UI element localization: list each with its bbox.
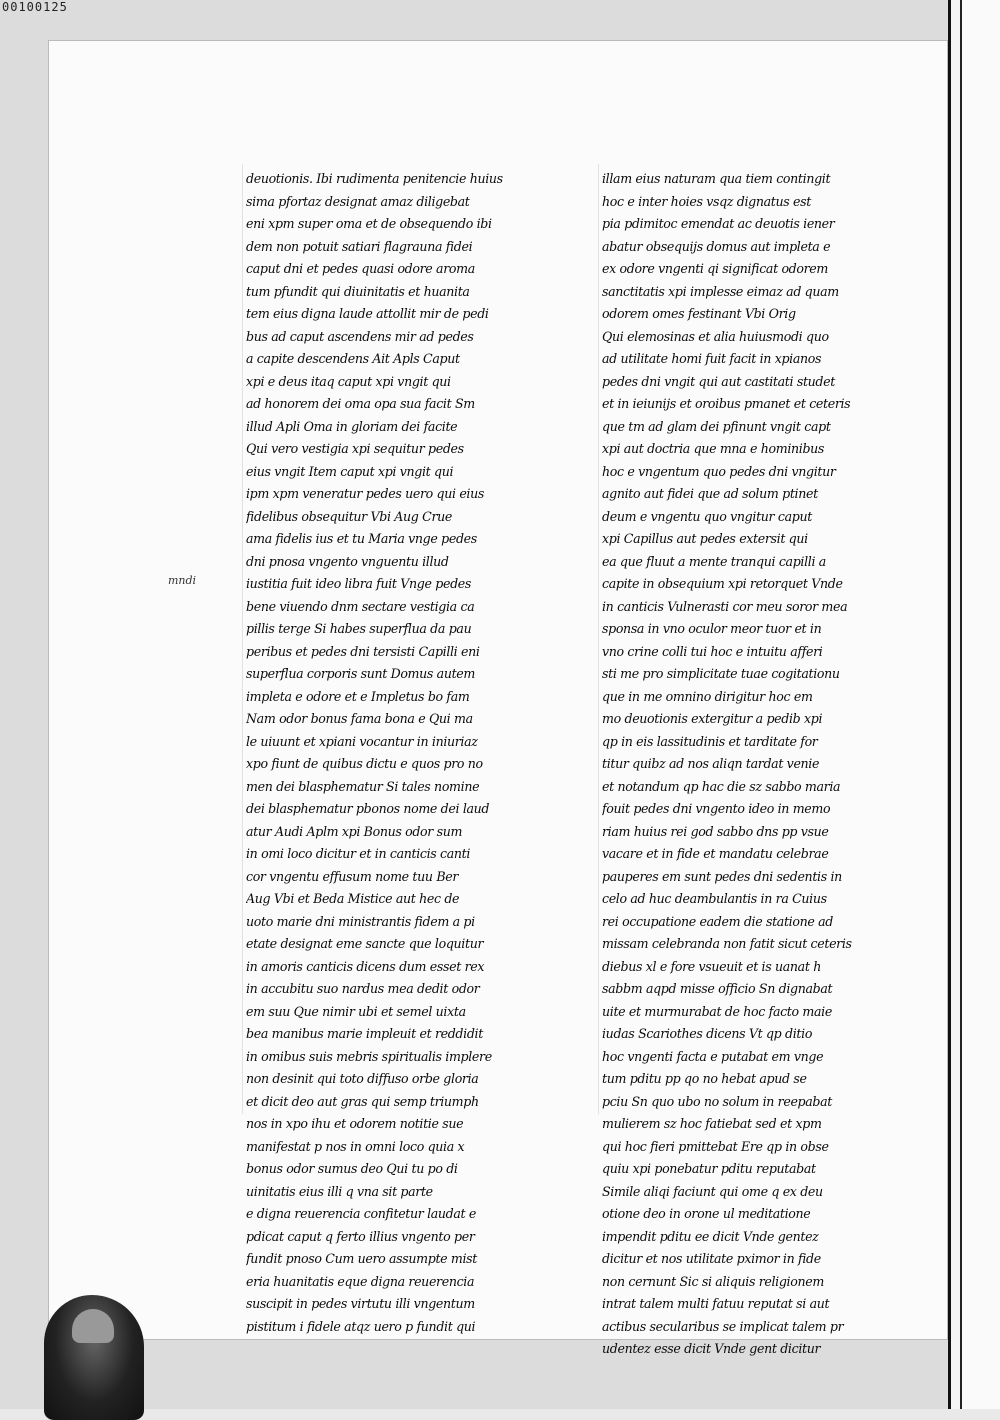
manuscript-line: celo ad huc deambulantis in ra Cuius <box>602 891 827 906</box>
manuscript-line: rei occupatione eadem die statione ad <box>602 913 833 929</box>
manuscript-line: mo deuotionis extergitur a pedib xpi <box>602 711 823 726</box>
manuscript-line: actibus secularibus se implicat talem pr <box>602 1318 844 1334</box>
manuscript-line: agnito aut fidei que ad solum ptinet <box>602 486 818 501</box>
manuscript-line: xpi e deus itaq caput xpi vngit qui <box>246 373 451 389</box>
manuscript-line: manifestat p nos in omni loco quia x <box>246 1138 465 1154</box>
manuscript-line: men dei blasphematur Si tales nomine <box>246 778 480 794</box>
manuscript-line: quiu xpi ponebatur pditu reputabat <box>602 1161 816 1176</box>
manuscript-line: iustitia fuit ideo libra fuit Vnge pedes <box>246 576 472 591</box>
manuscript-line: bene viuendo dnm sectare vestigia ca <box>246 598 475 614</box>
manuscript-line: ipm xpm veneratur pedes uero qui eius <box>246 486 484 501</box>
manuscript-line: que tm ad glam dei pfinunt vngit capt <box>602 418 831 434</box>
manuscript-page <box>48 40 948 1356</box>
thumbnail-nail <box>72 1309 114 1343</box>
manuscript-line: vno crine colli tui hoc e intuitu afferi <box>602 643 823 659</box>
manuscript-line: impleta e odore et e Impletus bo fam <box>246 688 470 704</box>
manuscript-line: fundit pnoso Cum uero assumpte mist <box>246 1251 478 1266</box>
manuscript-line: non cernunt Sic si aliquis religionem <box>602 1273 824 1289</box>
manuscript-line: dei blasphematur pbonos nome dei laud <box>246 801 490 816</box>
manuscript-line: illam eius naturam qua tiem contingit <box>602 171 831 186</box>
manuscript-line: hoc e inter hoies vsqz dignatus est <box>602 193 811 209</box>
manuscript-line: et dicit deo aut gras qui semp triumph <box>246 1093 479 1109</box>
manuscript-line: Simile aliqi faciunt qui ome q ex deu <box>602 1183 823 1199</box>
manuscript-line: xpo fiunt de quibus dictu e quos pro no <box>246 756 483 771</box>
manuscript-line: in canticis Vulnerasti cor meu soror mea <box>602 598 848 614</box>
manuscript-line: hoc vngenti facta e putabat em vnge <box>602 1048 824 1064</box>
manuscript-line: Qui vero vestigia xpi sequitur pedes <box>246 441 464 456</box>
manuscript-line: bea manibus marie impleuit et reddidit <box>246 1026 483 1041</box>
manuscript-line: atur Audi Aplm xpi Bonus odor sum <box>246 823 463 839</box>
folio-identifier: 00100125 <box>2 0 68 14</box>
manuscript-line: dni pnosa vngento vnguentu illud <box>246 553 449 569</box>
manuscript-line: tum pfundit qui diuinitatis et huanita <box>246 283 470 299</box>
manuscript-line: non desinit qui toto diffuso orbe gloria <box>246 1071 479 1086</box>
text-column-right <box>602 168 882 1361</box>
manuscript-line: pia pdimitoc emendat ac deuotis iener <box>602 216 835 231</box>
marginal-annotation: mndi <box>168 574 197 587</box>
manuscript-line: que in me omnino dirigitur hoc em <box>602 688 813 704</box>
manuscript-line: illud Apli Oma in gloriam dei facite <box>246 418 458 434</box>
manuscript-line: bonus odor sumus deo Qui tu po di <box>246 1161 458 1176</box>
manuscript-line: sanctitatis xpi implesse eimaz ad quam <box>602 283 839 299</box>
manuscript-line: fouit pedes dni vngento ideo in memo <box>602 801 831 816</box>
manuscript-line: eni xpm super oma et de obsequendo ibi <box>246 216 492 231</box>
manuscript-line: iudas Scariothes dicens Vt qp ditio <box>602 1026 813 1041</box>
manuscript-line: superflua corporis sunt Domus autem <box>246 666 476 681</box>
manuscript-line: sti me pro simplicitate tuae cogitationu <box>602 666 840 681</box>
manuscript-line: suscipit in pedes virtutu illi vngentum <box>246 1296 475 1311</box>
manuscript-line: intrat talem multi fatuu reputat si aut <box>602 1296 830 1311</box>
facing-page-edge <box>948 0 1000 1409</box>
manuscript-line: ea que fluut a mente tranqui capilli a <box>602 553 826 569</box>
manuscript-line: nos in xpo ihu et odorem notitie sue <box>246 1116 464 1131</box>
manuscript-line: e digna reuerencia confitetur laudat e <box>246 1206 477 1221</box>
manuscript-line: riam huius rei god sabbo dns pp vsue <box>602 823 829 839</box>
manuscript-line: Qui elemosinas et alia huiusmodi quo <box>602 328 829 344</box>
manuscript-line: missam celebranda non fatit sicut ceteris <box>602 936 852 951</box>
manuscript-line: capite in obsequium xpi retorquet Vnde <box>602 576 843 591</box>
manuscript-line: diebus xl e fore vsueuit et is uanat h <box>602 958 821 974</box>
manuscript-line: xpi Capillus aut pedes extersit qui <box>602 531 808 546</box>
manuscript-line: dem non potuit satiari flagrauna fidei <box>246 238 473 254</box>
manuscript-line: em suu Que nimir ubi et semel uixta <box>246 1003 466 1019</box>
manuscript-line: ad utilitate homi fuit facit in xpianos <box>602 351 822 366</box>
manuscript-line: Aug Vbi et Beda Mistice aut hec de <box>246 891 460 906</box>
manuscript-line: sponsa in vno oculor meor tuor et in <box>602 621 822 636</box>
manuscript-line: eria huanitatis eque digna reuerencia <box>246 1273 475 1289</box>
manuscript-line: pedes dni vngit qui aut castitati studet <box>602 373 835 389</box>
manuscript-line: in amoris canticis dicens dum esset rex <box>246 958 485 974</box>
manuscript-line: uinitatis eius illi q vna sit parte <box>246 1183 433 1199</box>
manuscript-line: in accubitu suo nardus mea dedit odor <box>246 981 480 996</box>
manuscript-line: qp in eis lassitudinis et tarditate for <box>602 733 818 749</box>
manuscript-line: caput dni et pedes quasi odore aroma <box>246 261 475 276</box>
manuscript-line: ad honorem dei oma opa sua facit Sm <box>246 396 475 411</box>
manuscript-line: pciu Sn quo ubo no solum in reepabat <box>602 1093 833 1109</box>
manuscript-line: deum e vngentu quo vngitur caput <box>602 508 812 524</box>
manuscript-line: a capite descendens Ait Apls Caput <box>246 351 460 366</box>
manuscript-line: deuotionis. Ibi rudimenta penitencie huius <box>246 171 503 186</box>
manuscript-line: Nam odor bonus fama bona e Qui ma <box>246 711 473 726</box>
manuscript-line: vacare et in fide et mandatu celebrae <box>602 846 829 861</box>
manuscript-line: titur quibz ad nos aliqn tardat venie <box>602 756 820 771</box>
text-column-left <box>246 168 526 1338</box>
manuscript-line: in omibus suis mebris spiritualis implere <box>246 1048 492 1064</box>
manuscript-line: et notandum qp hac die sz sabbo maria <box>602 778 841 794</box>
manuscript-line: impendit pditu ee dicit Vnde gentez <box>602 1228 819 1244</box>
manuscript-line: abatur obsequijs domus aut impleta e <box>602 238 831 254</box>
manuscript-line: odorem omes festinant Vbi Orig <box>602 306 796 321</box>
manuscript-line: hoc e vngentum quo pedes dni vngitur <box>602 463 836 479</box>
manuscript-line: qui hoc fieri pmittebat Ere qp in obse <box>602 1138 829 1154</box>
manuscript-line: pauperes em sunt pedes dni sedentis in <box>602 868 842 884</box>
manuscript-line: pdicat caput q ferto illius vngento per <box>246 1228 475 1244</box>
manuscript-line: in omi loco dicitur et in canticis canti <box>246 846 471 861</box>
manuscript-line: xpi aut doctria que mna e hominibus <box>602 441 825 456</box>
manuscript-line: otione deo in orone ul meditatione <box>602 1206 811 1221</box>
manuscript-line: uite et murmurabat de hoc facto maie <box>602 1003 832 1019</box>
manuscript-line: pillis terge Si habes superflua da pau <box>246 621 472 636</box>
ruling-line <box>598 164 599 1114</box>
manuscript-line: fidelibus obsequitur Vbi Aug Crue <box>246 508 452 524</box>
manuscript-line: uoto marie dni ministrantis fidem a pi <box>246 913 475 929</box>
manuscript-line: udentez esse dicit Vnde gent dicitur <box>602 1341 821 1356</box>
manuscript-line: et in ieiunijs et oroibus pmanet et ceteris <box>602 396 851 411</box>
manuscript-line: eius vngit Item caput xpi vngit qui <box>246 463 454 479</box>
manuscript-line: ama fidelis ius et tu Maria vnge pedes <box>246 531 477 546</box>
scanner-thumb <box>44 1295 144 1420</box>
manuscript-line: le uiuunt et xpiani vocantur in iniuriaz <box>246 733 478 749</box>
manuscript-line: dicitur et nos utilitate pximor in fide <box>602 1251 821 1266</box>
manuscript-line: pistitum i fidele atqz uero p fundit qui <box>246 1318 476 1334</box>
manuscript-line: peribus et pedes dni tersisti Capilli eni <box>246 643 480 659</box>
manuscript-line: tem eius digna laude attollit mir de pedi <box>246 306 489 321</box>
manuscript-line: ex odore vngenti qi significat odorem <box>602 261 828 276</box>
manuscript-line: cor vngentu effusum nome tuu Ber <box>246 868 458 884</box>
ruling-line <box>242 164 243 1114</box>
manuscript-line: tum pditu pp qo no hebat apud se <box>602 1071 807 1086</box>
manuscript-line: bus ad caput ascendens mir ad pedes <box>246 328 474 344</box>
manuscript-line: sabbm aqpd misse officio Sn dignabat <box>602 981 833 996</box>
manuscript-line: mulierem sz hoc fatiebat sed et xpm <box>602 1116 822 1131</box>
manuscript-line: etate designat eme sancte que loquitur <box>246 936 484 951</box>
manuscript-line: sima pfortaz designat amaz diligebat <box>246 193 470 209</box>
